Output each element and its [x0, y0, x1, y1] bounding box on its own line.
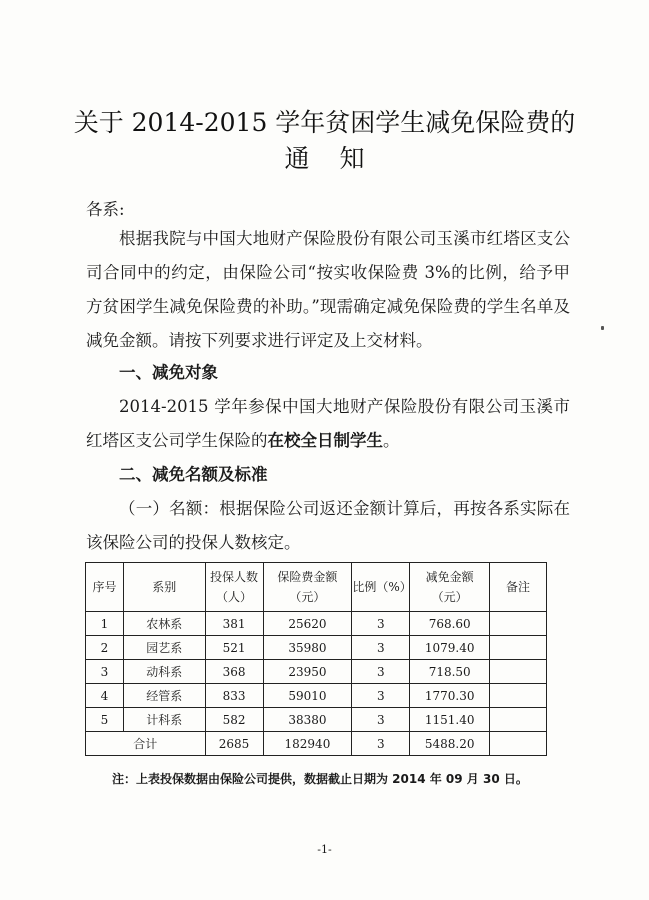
header-ratio: 比例（%） — [352, 563, 410, 612]
title-line-2: 通知 — [284, 144, 395, 173]
cell-reduction: 1151.40 — [410, 708, 490, 732]
total-insured: 2685 — [205, 732, 263, 756]
reduction-table — [85, 562, 547, 756]
cell-reduction: 718.50 — [410, 660, 490, 684]
cell-reduction: 768.60 — [410, 612, 490, 636]
table-header-row — [86, 563, 547, 612]
table-row — [86, 612, 547, 636]
cell-remark — [490, 708, 547, 732]
table-row — [86, 684, 547, 708]
section-2-heading: 二、减免名额及标准 — [119, 465, 268, 484]
section-1-text-strong: 在校全日制学生 — [267, 431, 383, 450]
cell-no: 2 — [86, 636, 124, 660]
header-no: 序号 — [86, 563, 124, 612]
total-remark — [490, 732, 547, 756]
section-1-text — [86, 390, 570, 458]
header-insured-l2: （人） — [216, 590, 253, 604]
table-row — [86, 660, 547, 684]
salutation: 各系: — [86, 200, 125, 219]
cell-ratio: 3 — [352, 636, 410, 660]
table-row — [86, 708, 547, 732]
cell-insured: 582 — [205, 708, 263, 732]
section-1-heading: 一、减免对象 — [119, 363, 218, 382]
cell-premium: 25620 — [263, 612, 352, 636]
cell-no: 3 — [86, 660, 124, 684]
cell-premium: 23950 — [263, 660, 352, 684]
cell-reduction: 1770.30 — [410, 684, 490, 708]
header-insured — [205, 563, 263, 612]
header-premium-l1: 保险费金额 — [277, 570, 338, 584]
cell-no: 5 — [86, 708, 124, 732]
total-reduction: 5488.20 — [410, 732, 490, 756]
scan-speck — [601, 326, 604, 330]
title-line-1: 关于 2014-2015 学年贫困学生减免保险费的 — [73, 108, 576, 137]
header-dept: 系别 — [123, 563, 205, 612]
header-reduction-l2: （元） — [431, 590, 468, 604]
total-premium: 182940 — [263, 732, 352, 756]
cell-ratio: 3 — [352, 660, 410, 684]
cell-insured: 833 — [205, 684, 263, 708]
header-insured-l1: 投保人数 — [210, 570, 259, 584]
header-premium — [263, 563, 352, 612]
cell-insured: 521 — [205, 636, 263, 660]
cell-insured: 381 — [205, 612, 263, 636]
cell-dept: 计科系 — [123, 708, 205, 732]
header-remark: 备注 — [490, 563, 547, 612]
total-ratio: 3 — [352, 732, 410, 756]
section-1-text-before: 2014-2015 学年参保中国大地财产保险股份有限公司玉溪市红塔区支公司学生保险的 — [86, 397, 570, 450]
cell-ratio: 3 — [352, 684, 410, 708]
cell-no: 1 — [86, 612, 124, 636]
cell-no: 4 — [86, 684, 124, 708]
cell-dept: 动科系 — [123, 660, 205, 684]
cell-dept: 经管系 — [123, 684, 205, 708]
cell-remark — [490, 612, 547, 636]
page-number: -1- — [317, 843, 332, 856]
header-premium-l2: （元） — [289, 590, 326, 604]
cell-premium: 59010 — [263, 684, 352, 708]
header-reduction — [410, 563, 490, 612]
cell-premium: 38380 — [263, 708, 352, 732]
cell-remark — [490, 684, 547, 708]
cell-remark — [490, 660, 547, 684]
cell-insured: 368 — [205, 660, 263, 684]
cell-premium: 35980 — [263, 636, 352, 660]
total-label: 合计 — [86, 732, 206, 756]
cell-ratio: 3 — [352, 708, 410, 732]
section-1-text-after: 。 — [383, 431, 400, 450]
cell-dept: 园艺系 — [123, 636, 205, 660]
table-total-row — [86, 732, 547, 756]
table-note: 注：上表投保数据由保险公司提供，数据截止日期为 2014 年 09 月 30 日。 — [112, 772, 528, 786]
intro-paragraph: 根据我院与中国大地财产保险股份有限公司玉溪市红塔区支公司合同中的约定，由保险公司“按实收保险费 3%的比例，给予甲方贫困学生减免保险费的补助。”现需确定减免保险费的学生名单及减免金额。请按下列要求进行评定及上交材料。 — [86, 229, 570, 350]
cell-remark — [490, 636, 547, 660]
cell-reduction: 1079.40 — [410, 636, 490, 660]
section-2-sub-1: （一）名额：根据保险公司返还金额计算后，再按各系实际在该保险公司的投保人数核定。 — [86, 499, 570, 552]
cell-dept: 农林系 — [123, 612, 205, 636]
table-row — [86, 636, 547, 660]
document-title — [60, 105, 589, 177]
cell-ratio: 3 — [352, 612, 410, 636]
header-reduction-l1: 减免金额 — [425, 570, 474, 584]
